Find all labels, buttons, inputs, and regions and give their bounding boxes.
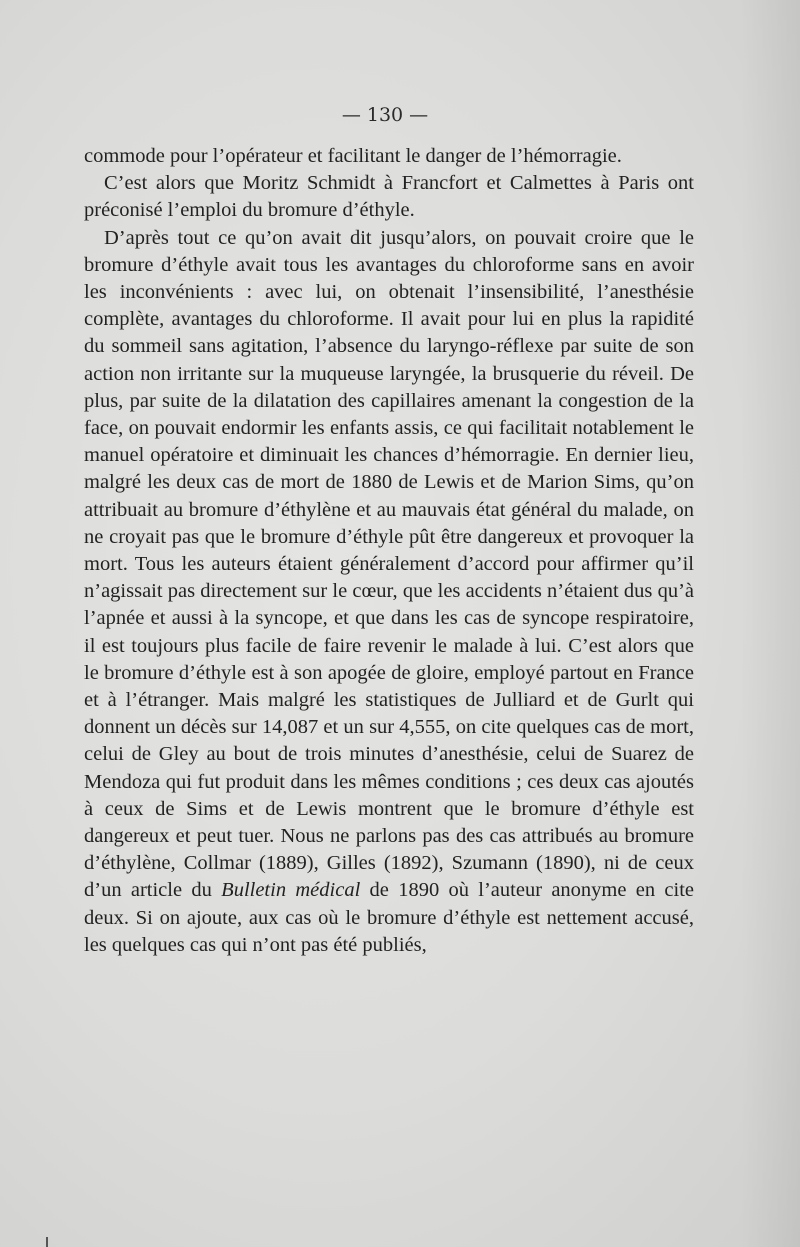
- paragraph-text-before-italic: D’après tout ce qu’on avait dit jusqu’alors, on pouvait croire que le bromure d’éthyle avait tous les avantages du chloroforme sans en avoir les inconvénients : avec lui, on obtenait l’insensibilité, l’anesthésie complète, avantages du chloroforme. Il avait pour lui en plus la rapidité du sommeil sans agitation, l’absence du laryngo-réflexe par suite de son action non irritante sur la muqueuse laryngée, la brusquerie du réveil. De plus, par suite de la dilatation des capillaires amenant la congestion de la face, on pouvait endormir les enfants assis, ce qui facilitait notablement le manuel opératoire et diminuait les chances d’hémorragie. En dernier lieu, malgré les deux cas de mort de 1880 de Lewis et de Marion Sims, qu’on attribuait au bromure d’éthylène et au mauvais état général du malade, on ne croyait pas que le bromure d’éthyle pût être dangereux et provoquer la mort. Tous les auteurs étaient généralement d’accord pour affirmer qu’il n’agissait pas directement sur le cœur, que les accidents n’étaient dus qu’à l’apnée et aussi à la syncope, et que dans les cas de syncope respiratoire, il est toujours plus facile de faire revenir le malade à lui. C’est alors que le bromure d’éthyle est à son apogée de gloire, employé partout en France et à l’étranger. Mais malgré les statistiques de Julliard et de Gurlt qui donnent un décès sur 14,087 et un sur 4,555, on cite quelques cas de mort, celui de Gley au bout de trois minutes d’anesthésie, celui de Suarez de Mendoza qui fut produit dans les mêmes conditions ; ces deux cas ajoutés à ceux de Sims et de Lewis montrent que le bromure d’éthyle est dangereux et peut tuer. Nous ne parlons pas des cas attribués au bromure d’éthylène, Collmar (1889), Gilles (1892), Szumann (1890), ni de ceux d’un article du: [84, 226, 694, 902]
- paragraph-bromure-ethyle: [84, 225, 694, 959]
- paragraph-continuation: commode pour l’opérateur et facilitant le danger de l’hémorragie.: [84, 145, 622, 167]
- journal-title-italic: Bulletin médical: [221, 879, 361, 902]
- paragraph-schmidt-calmettes: C’est alors que Moritz Schmidt à Francfort et Calmettes à Paris ont préconisé l’emploi du bromure d’éthyle.: [84, 172, 694, 222]
- page-number: — 130 —: [341, 104, 429, 126]
- paragraph-text-after-italic: de 1890 où l’auteur anonyme en cite deux. Si on ajoute, aux cas où le bromure d’éthyle est nettement accusé, les quelques cas qui n’ont pas été publiés,: [84, 879, 694, 956]
- scan-mark: [46, 1237, 48, 1247]
- page-edge-shadow: [740, 0, 800, 1247]
- body-text: [84, 143, 694, 959]
